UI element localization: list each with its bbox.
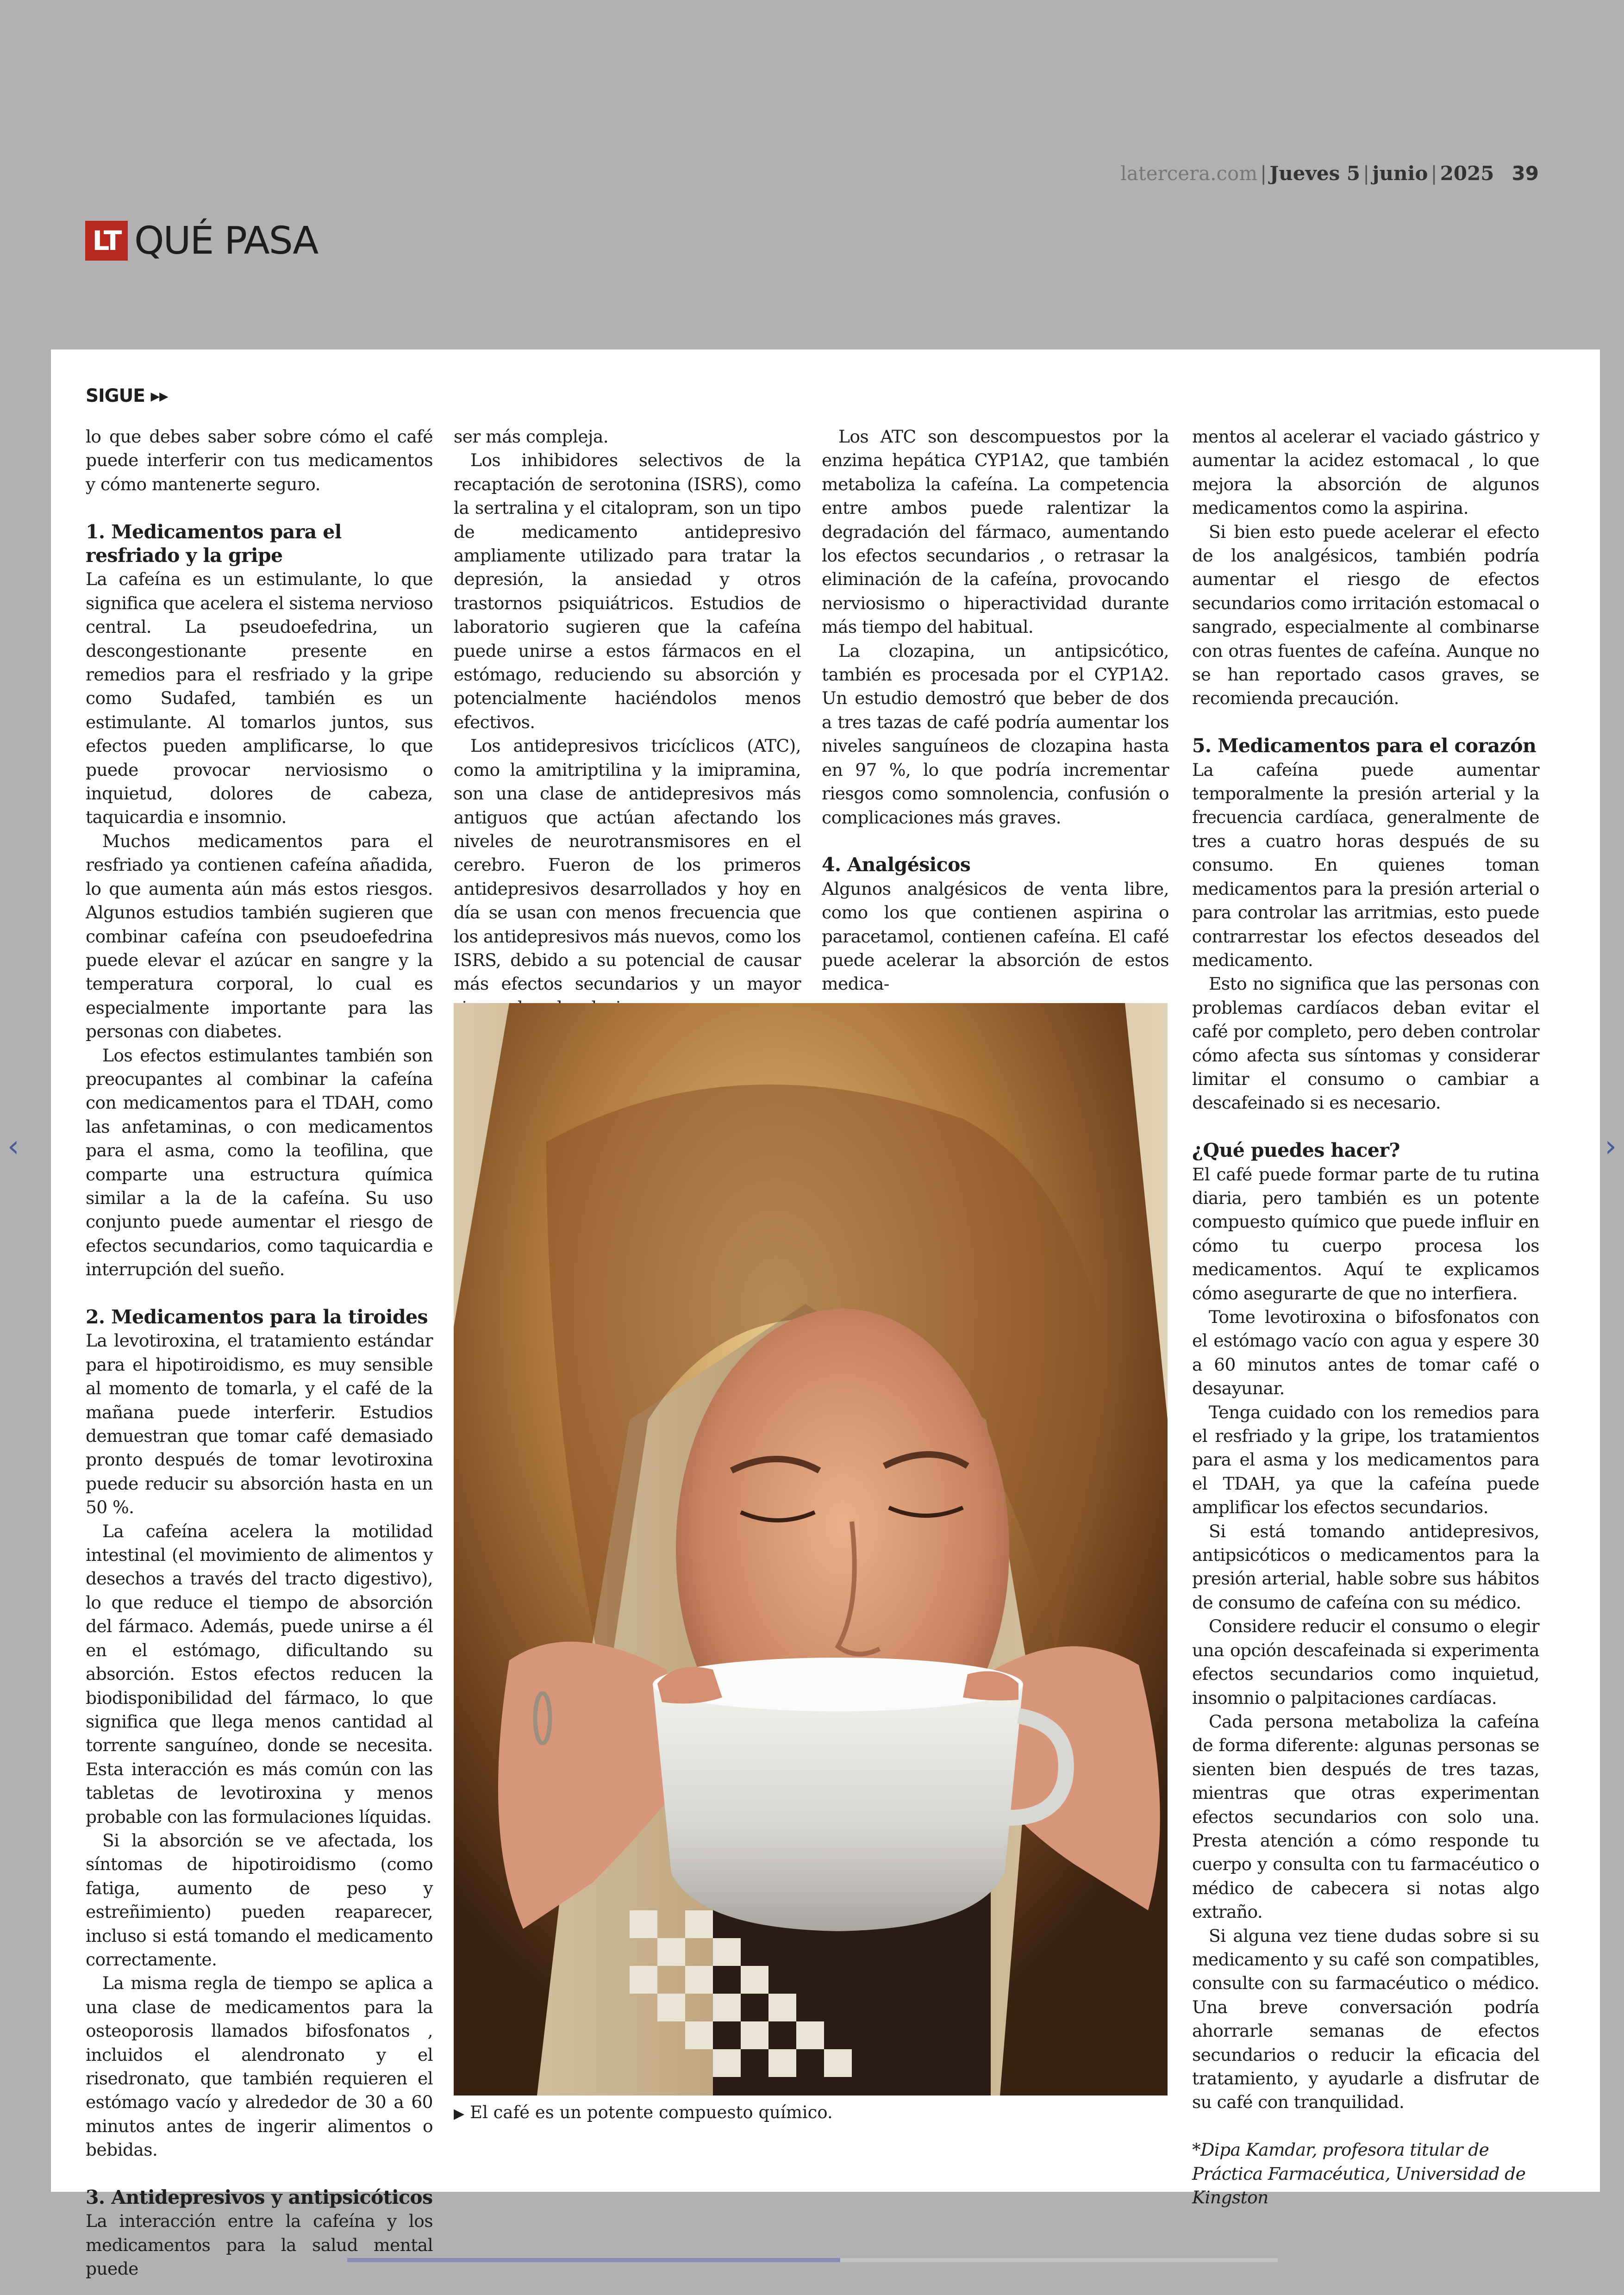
- paragraph: Si está tomando antidepresivos, antipsicóticos o medicamentos para la presión arterial, hable sobre sus hábitos de consumo de cafeína con su médico.: [1192, 1521, 1539, 1613]
- page-number: 39: [1512, 162, 1539, 185]
- author-byline: *Dipa Kamdar, profesora titular de Práctica Farmacéutica, Universidad de Kingston: [1192, 2139, 1526, 2208]
- chevron-right-icon: ›: [1605, 1129, 1617, 1164]
- paragraph: Cada persona metaboliza la cafeína de forma diferente: algunas personas se sienten bien después de tres tazas, mientras que otras experimentan efectos secundarios con solo una. Presta atención a cómo responde tu cuerpo y consulta con tu farmacéutico o médico de cabecera si notas algo extraño.: [1192, 1711, 1539, 1922]
- paragraph: La levotiroxina, el tratamiento estándar para el hipotiroidismo, es muy sensible al momento de tomarla, y el café de la mañana puede interferir. Estudios demuestran que tomar café demasiado pronto después de tomar levotiroxina puede reducir su absorción hasta en un 50 %.: [86, 1330, 433, 1518]
- paragraph: Los inhibidores selectivos de la recaptación de serotonina (ISRS), como la sertralina y el citalopram, son un tipo de medicamento antidepresivo ampliamente utilizado para tratar la depresión, la ansiedad y otros trastornos psiquiátricos. Estudios de laboratorio sugieren que la cafeína puede unirse a estos fármacos en el estómago, reduciendo su absorción y potencialmente haciéndolos menos efectivos.: [454, 450, 801, 732]
- paragraph: Esto no significa que las personas con problemas cardíacos deban evitar el café por completo, pero deben controlar cómo afecta sus síntomas y considerar limitar el consumo o cambiar a descafeinado si es necesario.: [1192, 973, 1539, 1113]
- caption-text: El café es un potente compuesto químico.: [470, 2102, 833, 2122]
- text-column-3: [822, 425, 1169, 996]
- kicker-sigue: SIGUE ▸▸: [86, 386, 168, 406]
- subheading: 3. Antidepresivos y antipsicóticos: [86, 2186, 433, 2209]
- date-year: 2025: [1440, 162, 1494, 185]
- text-column-1: [86, 425, 433, 2281]
- caption-bullet-icon: ▶: [454, 2106, 465, 2122]
- site-name: latercera.com: [1120, 162, 1258, 185]
- prev-page-button[interactable]: [7, 1129, 19, 1164]
- photo-caption: [454, 2102, 833, 2122]
- subheading: 2. Medicamentos para la tiroides: [86, 1306, 428, 1328]
- section-logo: [85, 220, 318, 262]
- paragraph: Los efectos estimulantes también son preocupantes al combinar la cafeína con medicamentos para el TDAH, como las anfetaminas, o con medicamentos para el asma, como la teofilina, que comparte una estructura química similar a la de la cafeína. Su uso conjunto puede aumentar el riesgo de efectos secundarios, como taquicardia e interrupción del sueño.: [86, 1045, 433, 1280]
- article-photo: [454, 1003, 1168, 2095]
- chevron-left-icon: ‹: [7, 1129, 19, 1164]
- article-page: [51, 349, 1600, 2279]
- page-progress-fill: [347, 2258, 840, 2262]
- paragraph: Algunos analgésicos de venta libre, como los que contienen aspirina o paracetamol, contienen cafeína. El café puede acelerar la absorción de estos medica-: [822, 878, 1169, 994]
- paragraph: Considere reducir el consumo o elegir una opción descafeinada si experimenta efectos secundarios como inquietud, insomnio o palpitaciones cardíacas.: [1192, 1616, 1539, 1708]
- paragraph: La misma regla de tiempo se aplica a una clase de medicamentos para la osteoporosis llamados bifosfonatos , incluidos el alendronato y el risedronato, que también requieren el estómago vacío y alrededor de 30 a 60 minutos antes de ingerir alimentos o bebidas.: [86, 1973, 433, 2160]
- subheading: 4. Analgésicos: [822, 854, 971, 876]
- paragraph: La interacción entre la cafeína y los medicamentos para la salud mental puede: [86, 2211, 433, 2279]
- paragraph: ser más compleja.: [454, 426, 609, 447]
- page-header-meta: latercera.com | Jueves 5 | junio | 2025 39: [1120, 162, 1539, 185]
- lt-logo-mark: LT: [85, 221, 128, 261]
- paragraph: Los antidepresivos tricíclicos (ATC), como la amitriptilina y la imipramina, son una clase de antidepresivos más antiguos que actúan afectando los niveles de neurotransmisores en el cerebro. Fueron de los primeros antidepresivos desarrollados y hoy en día se usan con menos frecuencia que los antidepresivos más nuevos, como los ISRS, debido a su potencial de causar más efectos secundarios y un mayor: [454, 736, 801, 994]
- text-column-2: [454, 425, 801, 1020]
- paragraph: mentos al acelerar el vaciado gástrico y aumentar la acidez estomacal , lo que mejora la absorción de algunos medicamentos como la aspirina.: [1192, 426, 1539, 518]
- subheading: 1. Medicamentos para el resfriado y la gripe: [86, 520, 342, 567]
- subheading: 5. Medicamentos para el corazón: [1192, 735, 1537, 757]
- paragraph: La cafeína es un estimulante, lo que significa que acelera el sistema nervioso central. La pseudoefedrina, un descongestionante presente en remedios para el resfriado y la gripe como Sudafed, también es un estimulante. Al tomarlos juntos, sus efectos pueden amplificarse, lo que puede provocar nerviosismo o inquietud, dolores de cabeza, taquicardia e insomnio.: [86, 569, 433, 828]
- paragraph: Si alguna vez tiene dudas sobre si su medicamento y su café son compatibles, consulte con su farmacéutico o médico. Una breve conversación podría ahorrarle semanas de efectos secundarios o reducir la eficacia del tratamiento, y ayudarle a disfrutar de su café con tranquilidad.: [1192, 1925, 1539, 2113]
- paragraph: Tenga cuidado con los remedios para el resfriado y la gripe, los tratamientos para el asma y los medicamentos para el TDAH, ya que la cafeína puede amplificar los efectos secundarios.: [1192, 1402, 1539, 1518]
- next-page-button[interactable]: [1605, 1129, 1617, 1164]
- paragraph: Muchos medicamentos para el resfriado ya contienen cafeína añadida, lo que aumenta aún más estos riesgos. Algunos estudios también sugieren que combinar cafeína con pseudoefedrina puede elevar el azúcar en sangre y la temperatura corporal, lo cual es especialmente importante para las personas con diabetes.: [86, 830, 433, 1042]
- page-progress-bar[interactable]: [347, 2258, 1278, 2262]
- paragraph: Si bien esto puede acelerar el efecto de los analgésicos, también podría aumentar el riesgo de efectos secundarios como irritación estomacal o sangrado, especialmente al combinarse con otras fuentes de cafeína. Aunque no se han reportado casos graves, se recomienda precaución.: [1192, 521, 1539, 709]
- paragraph: El café puede formar parte de tu rutina diaria, pero también es un potente compuesto químico que puede influir en cómo tu cuerpo procesa los medicamentos. Aquí te explicamos cómo asegurarte de que no interfiera.: [1192, 1164, 1539, 1303]
- date-day: Jueves 5: [1269, 162, 1361, 185]
- paragraph: Tome levotiroxina o bifosfonatos con el estómago vacío con agua y espere 30 a 60 minutos antes de tomar café o desayunar.: [1192, 1307, 1539, 1399]
- paragraph: lo que debes saber sobre cómo el café puede interferir con tus medicamentos y cómo mantenerte seguro.: [86, 426, 433, 494]
- paragraph: Si la absorción se ve afectada, los síntomas de hipotiroidismo (como fatiga, aumento de peso y estreñimiento) pueden reaparecer, incluso si está tomando el medicamento correctamente.: [86, 1830, 433, 1970]
- section-name: QUÉ PASA: [134, 218, 318, 263]
- paragraph: Los ATC son descompuestos por la enzima hepática CYP1A2, que también metaboliza la cafeína. La competencia entre ambos puede ralentizar la degradación del fármaco, aumentando los efectos secundarios , o retrasar la eliminación de la cafeína, provocando nerviosismo o hiperactividad durante más tiempo del habitual.: [822, 426, 1169, 637]
- paragraph: La cafeína puede aumentar temporalmente la presión arterial y la frecuencia cardíaca, generalmente de tres a cuatro horas después de su consumo. En quienes toman medicamentos para la presión arterial o para controlar las arritmias, esto puede contrarrestar los efectos deseados del medicamento.: [1192, 759, 1539, 970]
- paragraph: La cafeína acelera la motilidad intestinal (el movimiento de alimentos y desechos a través del tracto digestivo), lo que reduce el tiempo de absorción del fármaco. Además, puede unirse a él en el estómago, dificultando su absorción. Estos efectos reducen la biodisponibilidad del fármaco, lo que significa que llega menos cantidad al torrente sanguíneo, donde se necesita. Esta interacción es más común con las tabletas de levotiroxina y menos probable con las formulaciones líquidas.: [86, 1521, 433, 1827]
- date-month: junio: [1372, 162, 1428, 185]
- subheading: ¿Qué puedes hacer?: [1192, 1139, 1400, 1162]
- text-column-4: [1192, 425, 1539, 2209]
- paragraph: La clozapina, un antipsicótico, también es procesada por el CYP1A2. Un estudio demostró que beber de dos a tres tazas de café podría aumentar los niveles sanguíneos de clozapina hasta en 97 %, lo que podría incrementar riesgos como somnolencia, confusión o complicaciones más graves.: [822, 640, 1169, 828]
